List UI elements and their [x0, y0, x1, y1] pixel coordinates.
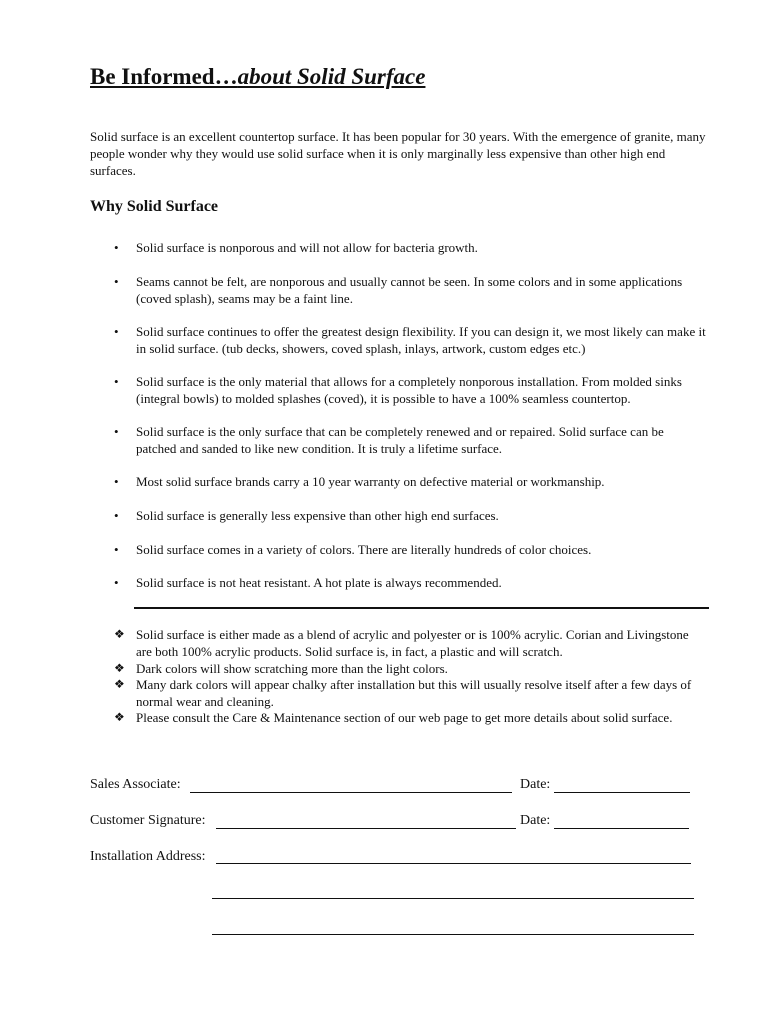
- date-label: Date:: [520, 813, 551, 828]
- list-item-text: Solid surface is generally less expensive than other high end surfaces.: [136, 508, 499, 523]
- list-item-text: Solid surface continues to offer the greatest design flexibility. If you can design it, we most likely can make it in solid surface. (tub decks, showers, coved splash, inlays, artwork, custom edges etc.): [136, 324, 706, 356]
- bullet-icon: •: [114, 542, 119, 557]
- list-item-text: Solid surface is the only material that allows for a completely nonporous installation. From molded sinks (integral bowls) to molded splashes (coved), it is possible to have a 100% seamless countertop.: [136, 374, 682, 406]
- list-item-text: Seams cannot be felt, are nonporous and usually cannot be seen. In some colors and in some applications (coved splash), seams may be a faint line.: [136, 274, 683, 306]
- list-item-text: Most solid surface brands carry a 10 year warranty on defective material or workmanship.: [136, 474, 605, 489]
- note-text: Dark colors will show scratching more than the light colors.: [136, 661, 448, 676]
- customer-signature-line[interactable]: [216, 828, 516, 829]
- sales-date-line[interactable]: [554, 792, 690, 793]
- bullet-icon: •: [114, 240, 119, 255]
- diamond-icon: ❖: [114, 627, 125, 641]
- list-item-text: Solid surface is not heat resistant. A hot plate is always recommended.: [136, 575, 502, 590]
- bullet-icon: •: [114, 324, 119, 339]
- installation-address-line-2[interactable]: [212, 898, 694, 899]
- installation-address-label: Installation Address:: [90, 849, 206, 864]
- bullet-icon: •: [114, 474, 119, 489]
- note-text: Solid surface is either made as a blend of acrylic and polyester or is 100% acrylic. Corian and Livingstone are both 100% acrylic products. Solid surface is, in fact, a plastic and will scratch.: [136, 627, 689, 659]
- title-main: Be Informed…: [90, 64, 238, 89]
- intro-paragraph: Solid surface is an excellent countertop surface. It has been popular for 30 years. With the emergence of granite, many people wonder why they would use solid surface when it is only marginally less expensive than other high end surfaces.: [90, 129, 706, 178]
- list-item-text: Solid surface is the only surface that can be completely renewed and or repaired. Solid surface can be patched and sanded to like new condition. It is truly a lifetime surface.: [136, 424, 664, 456]
- note-text: Please consult the Care & Maintenance section of our web page to get more details about solid surface.: [136, 710, 673, 725]
- note-text: Many dark colors will appear chalky after installation but this will usually resolve itself after a few days of normal wear and cleaning.: [136, 677, 692, 709]
- list-item-text: Solid surface comes in a variety of colors. There are literally hundreds of color choices.: [136, 542, 592, 557]
- list-item-text: Solid surface is nonporous and will not allow for bacteria growth.: [136, 240, 478, 255]
- diamond-icon: ❖: [114, 677, 125, 691]
- title-emphasis: about Solid Surface: [237, 64, 426, 89]
- bullet-icon: •: [114, 424, 119, 439]
- installation-address-line-3[interactable]: [212, 934, 694, 935]
- date-label: Date:: [520, 777, 551, 792]
- bullet-icon: •: [114, 374, 119, 389]
- sales-associate-label: Sales Associate:: [90, 777, 181, 792]
- bullet-icon: •: [114, 575, 119, 590]
- customer-date-line[interactable]: [554, 828, 689, 829]
- bullet-icon: •: [114, 274, 119, 289]
- section-divider: [134, 607, 709, 609]
- section-heading: Why Solid Surface: [90, 198, 219, 215]
- page-title: [90, 64, 425, 90]
- customer-signature-label: Customer Signature:: [90, 813, 206, 828]
- installation-address-line-1[interactable]: [216, 863, 691, 864]
- diamond-icon: ❖: [114, 710, 125, 724]
- diamond-icon: ❖: [114, 661, 125, 675]
- sales-associate-line[interactable]: [190, 792, 512, 793]
- bullet-icon: •: [114, 508, 119, 523]
